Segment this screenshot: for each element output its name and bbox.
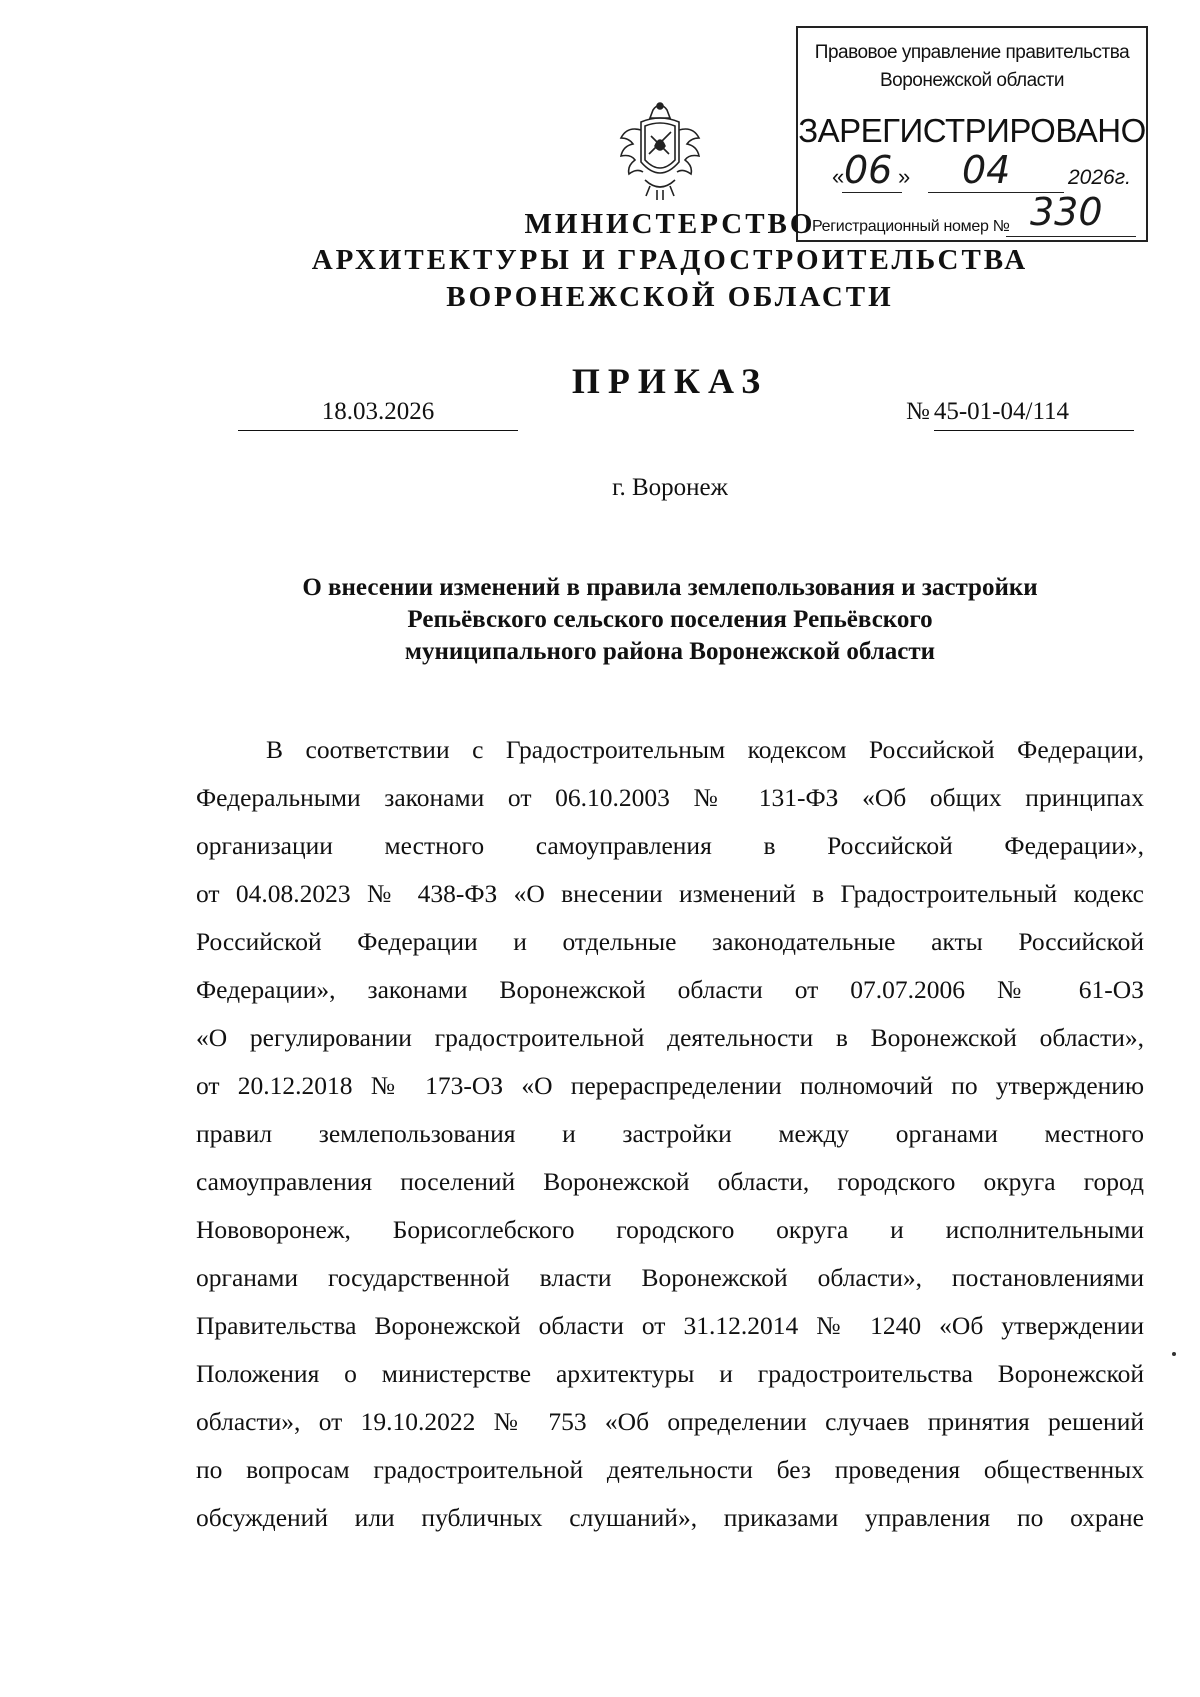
body-line: обсуждений или публичных слушаний», приказами управления по охране: [196, 1503, 1144, 1532]
body-line: Федерации», законами Воронежской области от 07.07.2006 № 61-ОЗ: [196, 975, 1144, 1004]
subject-line: О внесении изменений в правила землепользования и застройки: [302, 574, 1038, 601]
body-text: [196, 726, 1144, 1542]
stamp-day-line: [842, 192, 902, 193]
stamp-year: 2026г.: [1068, 166, 1131, 189]
document-type: ПРИКАЗ: [571, 361, 769, 401]
body-line: Положения о министерстве архитектуры и градостроительства Воронежской: [196, 1359, 1144, 1388]
subject-line: муниципального района Воронежской области: [404, 638, 936, 665]
body-line: области», от 19.10.2022 № 753 «Об определении случаев принятия решений: [196, 1407, 1144, 1436]
stamp-quote-open: «: [832, 164, 845, 189]
body-line: организации местного самоуправления в Российской Федерации»,: [196, 831, 1144, 860]
body-line: самоуправления поселений Воронежской области, городского округа город: [196, 1167, 1144, 1196]
ministry-line2: АРХИТЕКТУРЫ И ГРАДОСТРОИТЕЛЬСТВА: [311, 244, 1029, 276]
city: г. Воронеж: [612, 474, 728, 501]
body-line: органами государственной власти Воронежской области», постановлениями: [196, 1263, 1144, 1292]
body-line: В соответствии с Градостроительным кодексом Российской Федерации,: [266, 735, 1144, 764]
body-line: Российской Федерации и отдельные законодательные акты Российской: [196, 927, 1144, 956]
stamp-number: 330: [1030, 190, 1103, 234]
document-date: 18.03.2026: [238, 398, 518, 431]
stamp-quote-close: »: [898, 164, 911, 189]
body-line: Нововоронеж, Борисоглебского городского округа и исполнительными: [196, 1215, 1144, 1244]
stamp-number-label: Регистрационный номер №: [812, 218, 1010, 235]
number-sign: №: [906, 398, 930, 425]
ministry-line3: ВОРОНЕЖСКОЙ ОБЛАСТИ: [446, 281, 894, 313]
body-line: «О регулировании градостроительной деятельности в Воронежской области»,: [196, 1023, 1144, 1052]
subject-line: Репьёвского сельского поселения Репьёвского: [407, 606, 933, 633]
body-line: от 04.08.2023 № 438-ФЗ «О внесении изменений в Градостроительный кодекс: [196, 879, 1144, 908]
stamp-month: 04: [962, 148, 1011, 192]
body-line: по вопросам градостроительной деятельности без проведения общественных: [196, 1455, 1144, 1484]
ministry-line1: МИНИСТЕРСТВО: [524, 208, 816, 240]
stamp-day: 06: [844, 148, 893, 192]
body-line: Федеральными законами от 06.10.2003 № 131-ФЗ «Об общих принципах: [196, 783, 1144, 812]
stamp-org-line1: Правовое управление правительства: [814, 42, 1130, 63]
document-number: [906, 398, 1134, 431]
coat-of-arms-emblem: [605, 96, 715, 206]
scan-speck: [1172, 1352, 1176, 1356]
body-line: от 20.12.2018 № 173-ОЗ «О перераспределении полномочий по утверждению: [196, 1071, 1144, 1100]
stamp-org-line2: Воронежской области: [880, 70, 1064, 91]
number-value: 45-01-04/114: [934, 398, 1134, 431]
body-line: правил землепользования и застройки между органами местного: [196, 1119, 1144, 1148]
stamp-date: [832, 148, 1132, 192]
body-line: Правительства Воронежской области от 31.12.2014 № 1240 «Об утверждении: [196, 1311, 1144, 1340]
stamp-title: ЗАРЕГИСТРИРОВАНО: [798, 112, 1146, 149]
